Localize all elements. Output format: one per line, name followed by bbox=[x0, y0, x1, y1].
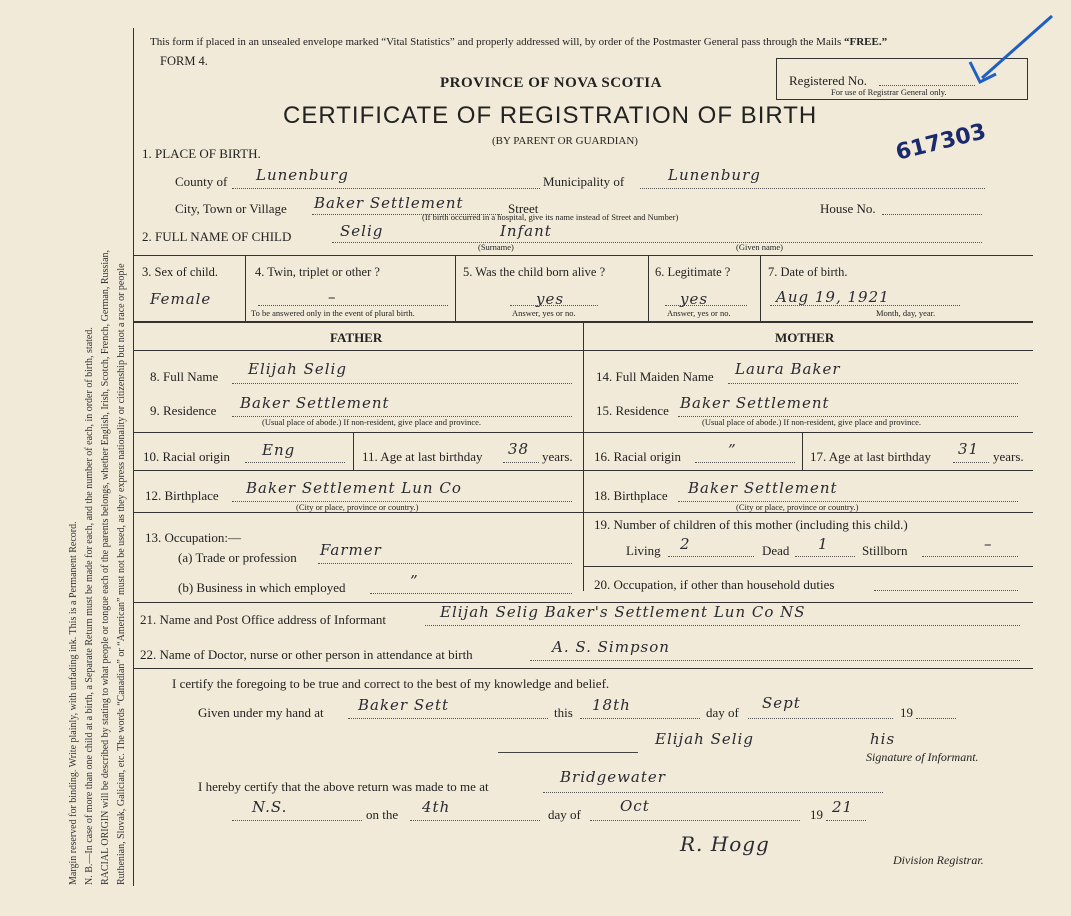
street-label: Street bbox=[508, 201, 539, 216]
legit-label: 6. Legitimate ? bbox=[655, 265, 731, 279]
mother-birth-note: (City or place, province or country.) bbox=[736, 502, 859, 512]
registered-note: For use of Registrar General only. bbox=[831, 87, 947, 97]
street-value: Baker Settlement bbox=[314, 194, 464, 212]
father-birthplace-value: Baker Settlement Lun Co bbox=[246, 479, 462, 497]
doctor-value: A. S. Simpson bbox=[552, 638, 670, 656]
father-age-label: 11. Age at last birthday bbox=[362, 449, 483, 464]
dob-note: Month, day, year. bbox=[876, 308, 936, 318]
side-note-racial-origin: RACIAL ORIGIN will be described by stating to what people or tongue each of the parents belongs, whether English, Irish, Scotch, French, German, Russian, bbox=[100, 249, 111, 885]
left-border bbox=[133, 28, 134, 886]
mother-years: years. bbox=[993, 449, 1024, 464]
division-registrar-label: Division Registrar. bbox=[893, 853, 984, 867]
mother-residence-label: 15. Residence bbox=[596, 403, 669, 418]
on-day-value: 4th bbox=[422, 798, 451, 816]
stillborn-label: Stillborn bbox=[862, 543, 908, 558]
alive-value: yes bbox=[536, 290, 565, 308]
given-at-label: Given under my hand at bbox=[198, 705, 324, 720]
form-number: FORM 4. bbox=[160, 54, 208, 68]
informant-mark: his bbox=[870, 730, 896, 748]
father-birth-note: (City or place, province or country.) bbox=[296, 502, 419, 512]
given-name-value: Infant bbox=[500, 222, 552, 240]
occupation-label: 13. Occupation:— bbox=[145, 530, 242, 545]
mother-race-value: ” bbox=[728, 441, 737, 459]
mother-race-label: 16. Racial origin bbox=[594, 449, 682, 464]
father-residence-value: Baker Settlement bbox=[240, 394, 390, 412]
father-residence-label: 9. Residence bbox=[150, 403, 217, 418]
mother-age-value: 31 bbox=[958, 440, 980, 458]
page-title: CERTIFICATE OF REGISTRATION OF BIRTH bbox=[283, 102, 818, 129]
living-value: 2 bbox=[680, 535, 691, 553]
father-race-value: Eng bbox=[262, 441, 296, 459]
ns-value: N.S. bbox=[252, 798, 288, 816]
stamp-number: 617303 bbox=[893, 119, 989, 166]
mother-age-label: 17. Age at last birthday bbox=[810, 449, 931, 464]
surname-caption: (Surname) bbox=[478, 242, 514, 252]
father-race-label: 10. Racial origin bbox=[143, 449, 231, 464]
informant-value: Elijah Selig Baker's Settlement Lun Co NS bbox=[440, 603, 806, 621]
sex-value: Female bbox=[150, 290, 212, 308]
this-label: this bbox=[554, 705, 573, 720]
received-at-value: Bridgewater bbox=[560, 768, 666, 786]
dob-value: Aug 19, 1921 bbox=[776, 288, 890, 306]
mother-birthplace-label: 18. Birthplace bbox=[594, 488, 668, 503]
father-birthplace-label: 12. Birthplace bbox=[145, 488, 219, 503]
trade-label: (a) Trade or profession bbox=[178, 550, 297, 565]
given-name-caption: (Given name) bbox=[736, 242, 783, 252]
day-of-label-2: day of bbox=[548, 807, 581, 822]
place-of-birth-label: 1. PLACE OF BIRTH. bbox=[142, 146, 261, 161]
trade-value: Farmer bbox=[320, 541, 382, 559]
alive-label: 5. Was the child born alive ? bbox=[463, 265, 606, 279]
signature-informant-label: Signature of Informant. bbox=[866, 750, 979, 764]
year-label-2: 19 bbox=[810, 807, 823, 822]
side-note-margin: Margin reserved for binding. Write plainly, with unfading ink. This is a Permanent Record. bbox=[68, 521, 79, 885]
hospital-note: (If birth occurred in a hospital, give its name instead of Street and Number) bbox=[422, 212, 679, 222]
house-no-label: House No. bbox=[820, 201, 876, 216]
alive-note: Answer, yes or no. bbox=[512, 308, 576, 318]
province-heading: PROVINCE OF NOVA SCOTIA bbox=[440, 75, 662, 91]
twin-label: 4. Twin, triplet or other ? bbox=[255, 265, 380, 279]
father-years: years. bbox=[542, 449, 573, 464]
mother-name-value: Laura Baker bbox=[735, 360, 841, 378]
this-day-value: 18th bbox=[592, 696, 631, 714]
mother-heading: MOTHER bbox=[775, 330, 835, 345]
business-value: ” bbox=[410, 572, 419, 590]
mother-residence-value: Baker Settlement bbox=[680, 394, 830, 412]
legit-value: yes bbox=[680, 290, 709, 308]
city-label: City, Town or Village bbox=[175, 201, 287, 216]
children-label: 19. Number of children of this mother (including this child.) bbox=[594, 517, 908, 532]
certify-statement: I certify the foregoing to be true and correct to the best of my knowledge and belief. bbox=[172, 676, 610, 691]
subtitle: (BY PARENT OR GUARDIAN) bbox=[492, 135, 638, 147]
mother-birthplace-value: Baker Settlement bbox=[688, 479, 838, 497]
father-name-value: Elijah Selig bbox=[248, 360, 347, 378]
father-name-label: 8. Full Name bbox=[150, 369, 219, 384]
doctor-label: 22. Name of Doctor, nurse or other person in attendance at birth bbox=[140, 647, 473, 662]
dead-value: 1 bbox=[818, 535, 829, 553]
full-name-label: 2. FULL NAME OF CHILD bbox=[142, 229, 292, 244]
father-heading: FATHER bbox=[330, 330, 383, 345]
municipality-value: Lunenburg bbox=[668, 166, 761, 184]
legit-note: Answer, yes or no. bbox=[667, 308, 731, 318]
dob-label: 7. Date of birth. bbox=[768, 265, 848, 279]
mother-abode-note: (Usual place of abode.) If non-resident, give place and province. bbox=[702, 417, 922, 427]
business-label: (b) Business in which employed bbox=[178, 580, 346, 595]
living-label: Living bbox=[626, 543, 661, 558]
year-label: 19 bbox=[900, 705, 913, 720]
year2-value: 21 bbox=[832, 798, 854, 816]
day-of-label: day of bbox=[706, 705, 739, 720]
informant-label: 21. Name and Post Office address of Informant bbox=[140, 612, 386, 627]
twin-value: – bbox=[328, 288, 337, 306]
hereby-label: I hereby certify that the above return was made to me at bbox=[198, 779, 489, 794]
twin-note: To be answered only in the event of plural birth. bbox=[251, 308, 415, 318]
surname-value: Selig bbox=[340, 222, 384, 240]
mother-occupation-label: 20. Occupation, if other than household duties bbox=[594, 577, 835, 592]
sex-label: 3. Sex of child. bbox=[142, 265, 219, 279]
mother-name-label: 14. Full Maiden Name bbox=[596, 369, 714, 384]
given-at-value: Baker Sett bbox=[358, 696, 450, 714]
check-mark-icon bbox=[960, 10, 1060, 90]
side-note-multiple-births: N. B.—In case of more than one child at a birth, a Separate Return must be made for each, and the number of each, in order of birth, stated. bbox=[84, 327, 95, 885]
county-value: Lunenburg bbox=[256, 166, 349, 184]
registered-label: Registered No. bbox=[789, 73, 867, 88]
on-the-label: on the bbox=[366, 807, 399, 822]
stillborn-value: – bbox=[984, 535, 993, 553]
municipality-label: Municipality of bbox=[543, 174, 625, 189]
mail-notice: This form if placed in an unsealed envelope marked “Vital Statistics” and properly addressed will, by order of the Postmaster General pass through the Mails “FREE.” bbox=[150, 36, 888, 48]
month2-value: Oct bbox=[620, 797, 650, 815]
father-age-value: 38 bbox=[508, 440, 530, 458]
father-abode-note: (Usual place of abode.) If non-resident, give place and province. bbox=[262, 417, 482, 427]
month-value: Sept bbox=[762, 694, 801, 712]
county-label: County of bbox=[175, 174, 228, 189]
informant-signature: Elijah Selig bbox=[655, 730, 754, 748]
registrar-signature: R. Hogg bbox=[680, 832, 770, 856]
dead-label: Dead bbox=[762, 543, 790, 558]
side-note-racial-origin-2: Ruthenian, Slovak, Galician, etc. The words “Canadian” or “American” must not be used, as they express nationality or citizenship but not a race or people bbox=[116, 263, 127, 885]
